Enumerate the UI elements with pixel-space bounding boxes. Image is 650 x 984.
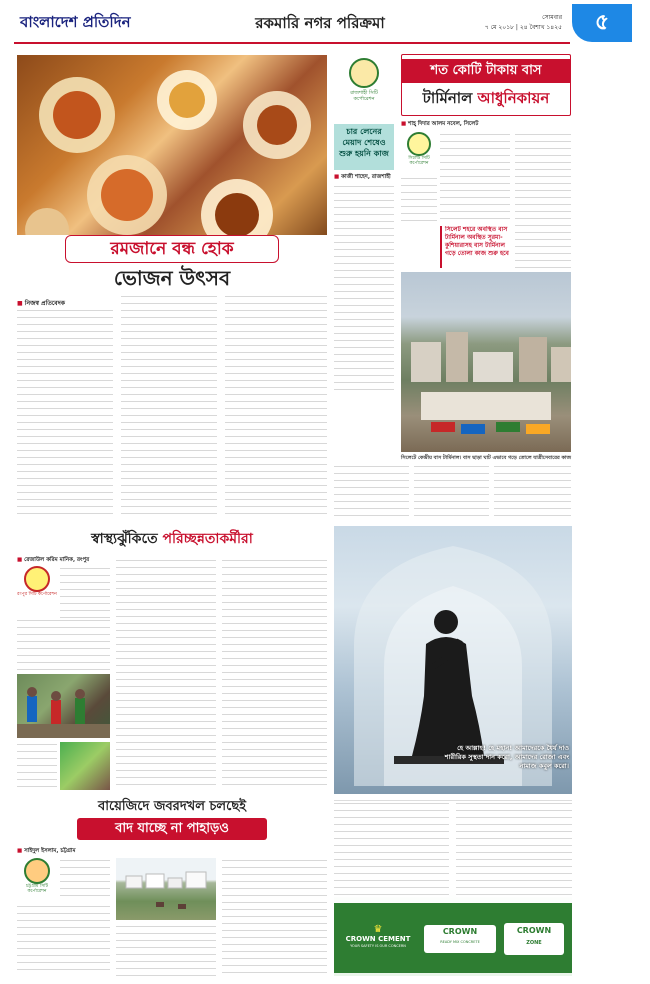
byline-text: নিজস্ব প্রতিবেদক	[24, 300, 65, 307]
article2-byline	[334, 174, 394, 182]
logo-label: রংপুর সিটি কর্পোরেশন	[17, 592, 57, 597]
rangpur-logo	[17, 566, 57, 610]
article4-body-col1a	[60, 566, 110, 618]
rajshahi-logo	[340, 54, 388, 112]
logo-label: রাজশাহী সিটি কর্পোরেশন	[350, 90, 378, 102]
chattogram-emblem-icon	[24, 858, 50, 884]
article5-headline	[17, 796, 327, 844]
article4-body-col1b	[17, 618, 110, 670]
article3-bottom-col3	[494, 464, 571, 518]
logo-label: চট্টগ্রাম সিটি কর্পোরেশন	[26, 884, 48, 894]
hills-photo	[116, 858, 216, 920]
brand-strip	[334, 903, 572, 973]
crown-icon: ♛	[373, 924, 383, 935]
rangpur-emblem-icon	[24, 566, 50, 592]
logo-label: সিলেট সিটি কর্পোরেশন	[408, 156, 430, 166]
bullet-icon: ■	[17, 848, 25, 854]
date: ৭ মে ২০১৮ | ২৪ বৈশাখ ১৪২৫	[484, 24, 562, 31]
pullquote: সিলেট শহরে অবস্থিত বাস টার্মিনাল অবস্থিত সুরমা-কুশিয়ারাসহ বাস টার্মিনাল গড়ে তোলা কাজ শুরু হবে	[440, 226, 512, 268]
ad-line2: শারীরিক সুস্থতা দান করো, আমাদের রোজা এবং	[444, 753, 569, 761]
byline-text: রেজাউল করিম মানিক, রংপুর	[24, 557, 90, 563]
article1-col2-body	[121, 294, 217, 518]
headline-line2	[402, 86, 570, 110]
article5-body-col3	[222, 858, 327, 976]
article3-body-col1	[440, 132, 510, 224]
headline-health: স্বাস্থ্যঝুঁকিতে	[91, 531, 158, 547]
paper-logo: বাংলাদেশ প্রতিদিন	[20, 13, 131, 31]
day: সোমবার	[542, 14, 562, 21]
bullet-icon: ■	[401, 121, 409, 127]
byline-text: কাজী শাহেদ, রাজশাহী	[341, 174, 391, 180]
article5-cont-col2	[456, 801, 572, 897]
headline-modernize: আধুনিকায়ন	[477, 89, 550, 107]
article4-body-col3	[222, 558, 327, 790]
article3-body-col1b	[401, 176, 437, 224]
headline-cleaners: পরিচ্ছন্নতাকর্মীরা	[162, 531, 253, 547]
article2-body-col1	[334, 184, 394, 394]
headline-line1: রমজানে বন্ধ হোক	[65, 235, 279, 263]
headline-line2: ভোজন উৎসব	[113, 266, 231, 290]
brand-tagline: YOUR SAFETY IS OUR CONCERN	[350, 944, 406, 948]
article2-headline: চার লেনের মেয়াদ শেষেও শুরু হয়নি কাজ	[334, 124, 394, 170]
byline-text: শাহ্ দিদার আলম নবেল, সিলেট	[408, 121, 479, 127]
bullet-icon: ■	[17, 557, 25, 563]
headline-line1: বায়েজিদে জবরদখল চলছেই	[98, 799, 246, 814]
headline-line1: শত কোটি টাকায় বাস	[402, 59, 570, 83]
bullet-icon: ■	[334, 174, 342, 180]
article5-byline	[17, 848, 137, 856]
photo-caption: সিলেটে কেন্দ্রীয় বাস টার্মিনাল। বাস ছাড়া ঘাট এভাবে গড়ে তোলে যাত্রীসেবারের কাজ	[401, 455, 571, 461]
chattogram-logo	[17, 858, 57, 902]
brand-name: CROWN	[516, 926, 552, 935]
ad-text-block	[404, 744, 569, 771]
headline-line2: বাদ যাচ্ছে না পাহাড়ও	[77, 818, 267, 840]
crown-zone-logo	[504, 923, 564, 955]
article3-headline	[401, 54, 571, 116]
article1-headline	[17, 235, 327, 293]
sylhet-emblem-icon	[407, 132, 431, 156]
article5-body-col1b	[17, 904, 110, 976]
terminal-illustration	[401, 272, 571, 452]
article3-bottom-col1	[334, 464, 409, 518]
bullet-icon: ■	[17, 300, 25, 307]
ad-line1: হে আল্লাহ! হে মহান! আমাদেরকে ধৈর্য দাও	[457, 744, 569, 752]
brand-tagline: ZONE	[526, 940, 542, 946]
food-plates-illustration	[17, 55, 327, 257]
brand-tagline: READY MIX CONCRETE	[440, 940, 480, 944]
brand-name: CROWN	[442, 927, 478, 936]
article5-body-col1a	[60, 858, 110, 902]
crown-cement-ad	[334, 800, 572, 976]
byline-text: সাইদুল ইসলাম, চট্টগ্রাম	[24, 848, 76, 854]
brand-name: CROWN CEMENT	[345, 935, 411, 943]
article4-body-col1c	[17, 742, 57, 790]
sylhet-logo	[401, 132, 437, 172]
page-number: ৫	[594, 10, 610, 35]
masthead	[0, 0, 650, 48]
article4-headline	[17, 526, 327, 552]
article1-col3-body	[225, 294, 327, 518]
article4-body-col2	[116, 558, 216, 790]
section-title: রকমারি নগর পরিক্রমা	[255, 14, 385, 32]
article3-bottom-col2	[414, 464, 489, 518]
cleaners-illustration	[17, 674, 110, 738]
headline-terminal: টার্মিনাল	[422, 89, 473, 107]
crown-ready-logo	[424, 925, 496, 953]
waste-photo	[60, 742, 110, 790]
article5-body-col2a	[116, 924, 216, 976]
food-photo	[17, 55, 327, 257]
ramadan-ad	[334, 526, 572, 794]
rajshahi-emblem-icon	[349, 58, 379, 88]
article1-col1-body	[17, 308, 113, 518]
article3-byline	[401, 121, 571, 129]
bus-terminal-photo	[401, 272, 571, 452]
article5-cont-col1	[334, 801, 449, 897]
cleaners-photo	[17, 674, 110, 738]
crown-cement-logo	[338, 925, 418, 949]
masthead-rule	[14, 42, 570, 44]
hills-illustration	[116, 858, 216, 920]
page-number-badge	[572, 4, 632, 42]
ad-line3: নামাজ কবুল করো।	[519, 762, 569, 770]
